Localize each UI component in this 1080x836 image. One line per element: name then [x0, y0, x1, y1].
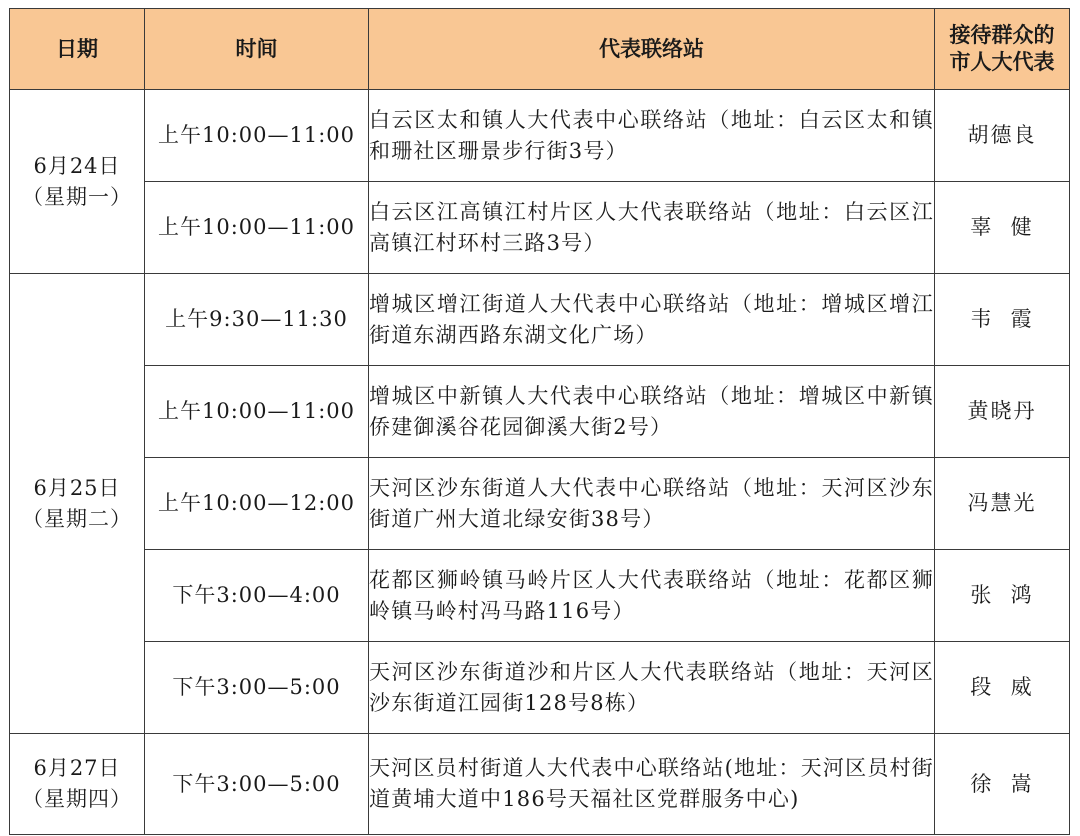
table-row	[10, 182, 1070, 274]
header-station: 代表联络站	[369, 9, 935, 90]
station-cell: 白云区江高镇江村片区人大代表联络站（地址：白云区江高镇江村环村三路3号）	[369, 182, 935, 274]
table-row	[10, 458, 1070, 550]
header-row	[10, 9, 1070, 90]
station-cell: 天河区沙东街道人大代表中心联络站（地址：天河区沙东街道广州大道北绿安街38号）	[369, 458, 935, 550]
time-cell: 上午10:00—11:00	[145, 366, 369, 458]
date-weekday: （星期四）	[22, 787, 132, 811]
table-row	[10, 642, 1070, 734]
station-cell: 白云区太和镇人大代表中心联络站（地址：白云区太和镇和珊社区珊景步行街3号）	[369, 90, 935, 182]
time-cell: 下午3:00—5:00	[145, 642, 369, 734]
station-cell: 增城区增江街道人大代表中心联络站（地址：增城区增江街道东湖西路东湖文化广场）	[369, 274, 935, 366]
table-row	[10, 274, 1070, 366]
header-representative	[935, 9, 1070, 90]
representative-cell: 黄晓丹	[935, 366, 1070, 458]
date-cell	[10, 734, 145, 835]
table-row	[10, 734, 1070, 835]
header-rep-line2: 市人大代表	[949, 50, 1055, 74]
station-cell: 花都区狮岭镇马岭片区人大代表联络站（地址：花都区狮岭镇马岭村冯马路116号）	[369, 550, 935, 642]
header-date: 日期	[10, 9, 145, 90]
representative-cell: 辜 健	[935, 182, 1070, 274]
date-day: 6月27日	[33, 756, 121, 780]
date-day: 6月25日	[33, 475, 121, 500]
time-cell: 上午10:00—11:00	[145, 182, 369, 274]
date-cell	[10, 90, 145, 274]
date-day: 6月24日	[33, 153, 121, 178]
station-cell: 增城区中新镇人大代表中心联络站（地址：增城区中新镇侨建御溪谷花园御溪大街2号）	[369, 366, 935, 458]
header-time: 时间	[145, 9, 369, 90]
date-weekday: （星期二）	[22, 506, 132, 531]
table-row	[10, 90, 1070, 182]
time-cell: 下午3:00—4:00	[145, 550, 369, 642]
date-cell	[10, 274, 145, 734]
header-rep-line1: 接待群众的	[949, 23, 1055, 47]
table-row	[10, 550, 1070, 642]
representative-cell: 冯慧光	[935, 458, 1070, 550]
time-cell: 上午10:00—11:00	[145, 90, 369, 182]
table-row	[10, 366, 1070, 458]
date-weekday: （星期一）	[22, 184, 132, 209]
station-cell: 天河区沙东街道沙和片区人大代表联络站（地址：天河区沙东街道江园街128号8栋）	[369, 642, 935, 734]
station-cell: 天河区员村街道人大代表中心联络站(地址：天河区员村街道黄埔大道中186号天福社区党群服务中心)	[369, 734, 935, 835]
representative-cell: 张 鸿	[935, 550, 1070, 642]
representative-cell: 徐 嵩	[935, 734, 1070, 835]
schedule-table	[9, 8, 1070, 835]
time-cell: 下午3:00—5:00	[145, 734, 369, 835]
representative-cell: 韦 霞	[935, 274, 1070, 366]
time-cell: 上午10:00—12:00	[145, 458, 369, 550]
representative-cell: 段 威	[935, 642, 1070, 734]
time-cell: 上午9:30—11:30	[145, 274, 369, 366]
representative-cell: 胡德良	[935, 90, 1070, 182]
